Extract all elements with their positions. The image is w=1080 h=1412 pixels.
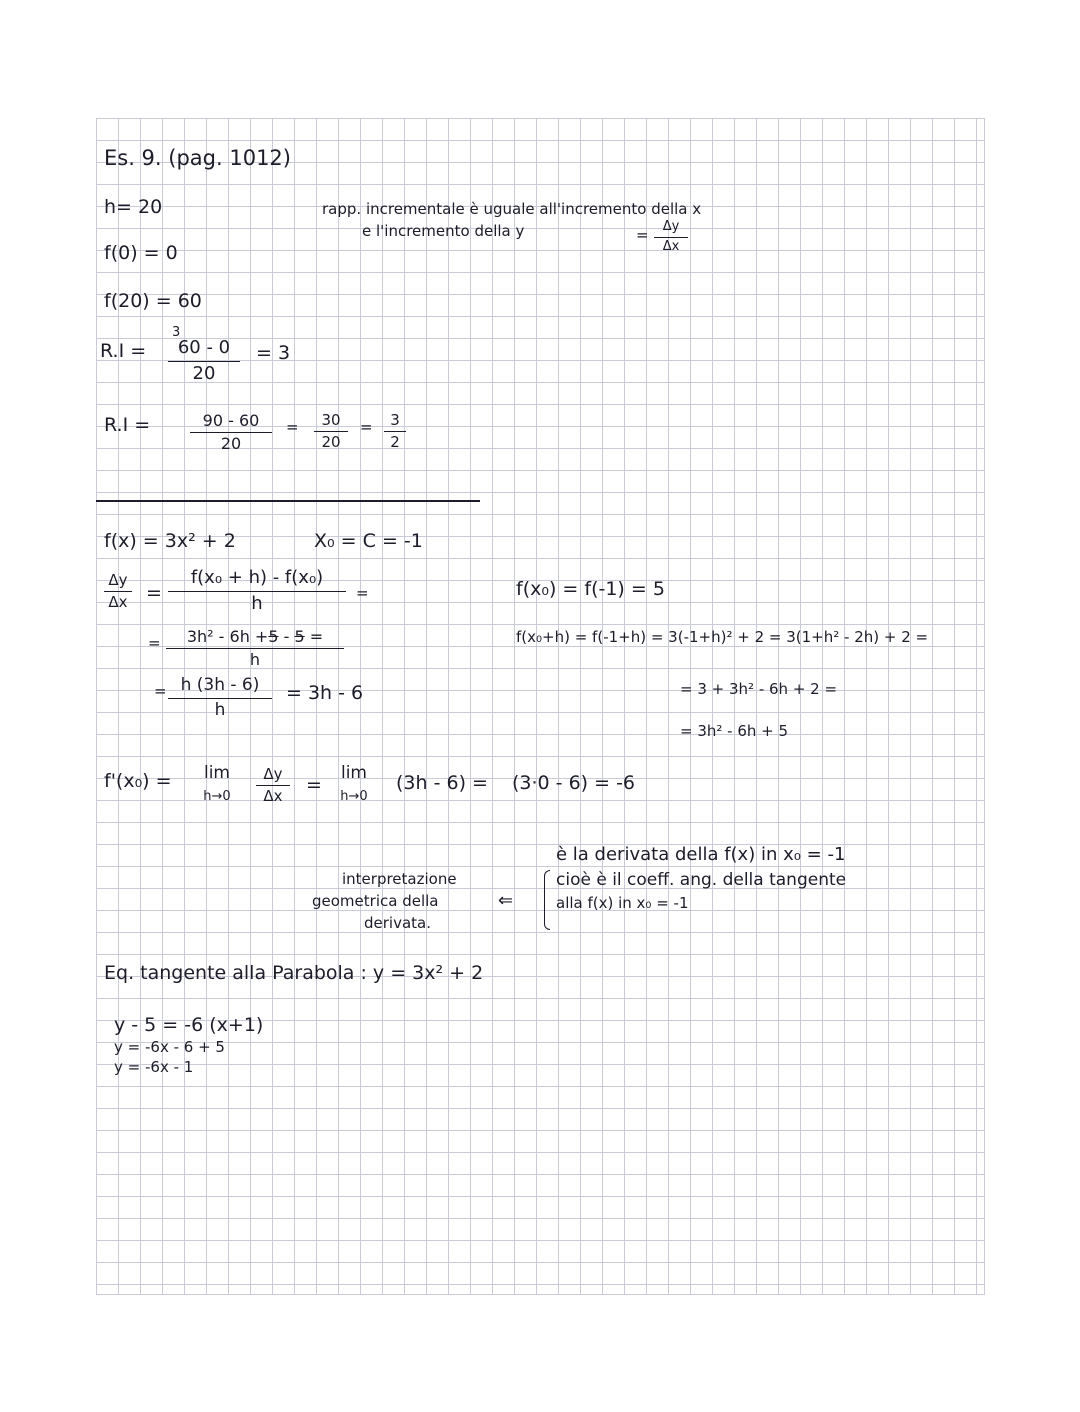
limit-2-subscript: h→0 [340, 788, 368, 804]
ri1-denominator: 20 [192, 362, 216, 384]
ri2-fraction-3 [384, 412, 406, 452]
dq-denominator: h [251, 592, 263, 614]
ri2-denominator: 20 [220, 434, 242, 454]
derivative-meaning: è la derivata della f(x) in x₀ = -1 [556, 844, 846, 865]
step3-fraction [168, 676, 272, 720]
interp-left-3: derivata. [364, 914, 431, 932]
section-divider [96, 500, 480, 502]
fraction-bar [654, 237, 688, 238]
limit-1 [194, 764, 240, 804]
tangent-title: Eq. tangente alla Parabola : y = 3x² + 2 [104, 962, 484, 984]
expansion-step-2: = 3h² - 6h + 5 [680, 722, 789, 740]
interp-left-1: interpretazione [342, 870, 457, 888]
limit-numerator: Δy [263, 765, 283, 783]
limit-1-word: lim [203, 763, 230, 783]
step2-eq: = [148, 634, 161, 652]
fraction-bar [168, 591, 346, 592]
fraction-bar [104, 591, 132, 592]
ri2-numerator: 90 - 60 [202, 411, 260, 430]
note-fraction [654, 220, 688, 255]
exercise-title: Es. 9. (pag. 1012) [104, 146, 291, 170]
ri2-label: R.I = [104, 414, 151, 436]
fraction-bar [168, 698, 272, 699]
tangent-line-3: y = -6x - 1 [114, 1058, 194, 1076]
step2-denominator: h [249, 650, 261, 670]
note-numerator: Δy [662, 219, 680, 234]
x0-value: X₀ = C = -1 [314, 530, 423, 552]
limit-2-word: lim [340, 763, 367, 783]
fraction-bar [166, 648, 344, 649]
function-def: f(x) = 3x² + 2 [104, 530, 236, 552]
step3-denominator: h [214, 699, 226, 720]
ri1-correction: 3 [172, 325, 181, 340]
dy: Δy [108, 571, 128, 589]
limit-eq: = [306, 774, 322, 796]
step3-numerator: h (3h - 6) [180, 675, 260, 695]
dydx-eq: = [146, 582, 162, 604]
ri1-fraction [168, 338, 240, 384]
ri2-numerator-2: 30 [321, 411, 341, 429]
limit-fraction [256, 766, 290, 806]
step2-cancelled-1: 5 [268, 627, 279, 646]
limit-denominator: Δx [263, 787, 283, 806]
fraction-bar [190, 432, 272, 433]
fraction-bar [314, 431, 348, 432]
limit-1-subscript: h→0 [203, 788, 231, 804]
step2-cancelled-2: 5 [294, 627, 305, 646]
step2-numerator [166, 628, 344, 646]
step3-result: = 3h - 6 [286, 682, 364, 704]
step2-minus: - [283, 627, 290, 646]
brace [544, 870, 550, 930]
dydx-fraction [104, 572, 132, 612]
step2-trailing-eq: = [309, 627, 324, 646]
ri2-denominator-3: 2 [390, 433, 400, 452]
fx0h-expansion: f(x₀+h) = f(-1+h) = 3(-1+h)² + 2 = 3(1+h² - 2h) + 2 = [516, 628, 929, 646]
dx: Δx [108, 593, 128, 612]
step2-fraction [166, 628, 344, 670]
fx0-value: f(x₀) = f(-1) = 5 [516, 578, 665, 600]
step2-term-a: 3h² - 6h + [186, 627, 269, 646]
note-denominator: Δx [662, 238, 680, 254]
interp-right-2: cioè è il coeff. ang. della tangente [556, 870, 847, 890]
ri1-result: = 3 [256, 342, 291, 364]
ri1-label: R.I = [100, 340, 147, 362]
dq-eq: = [356, 584, 369, 602]
fraction-bar [384, 431, 406, 432]
note-line-2: e l'incremento della y [362, 222, 525, 240]
ri2-denominator-2: 20 [321, 433, 341, 452]
arrow-icon: ⇐ [498, 890, 514, 911]
limit-expr: (3h - 6) = [396, 772, 488, 794]
ri2-fraction [190, 412, 272, 454]
fraction-bar [256, 785, 290, 786]
note-line-1: rapp. incrementale è uguale all'incremento della x [322, 200, 702, 218]
interp-left-2: geometrica della [312, 892, 439, 910]
ri1-numerator: 60 - 0 [177, 337, 231, 358]
fraction-bar [168, 361, 240, 362]
tangent-line-1: y - 5 = -6 (x+1) [114, 1014, 264, 1036]
dq-numerator: f(x₀ + h) - f(x₀) [190, 567, 324, 588]
step3-eq: = [154, 682, 167, 700]
difference-quotient [168, 568, 346, 614]
ri2-numerator-3: 3 [390, 411, 400, 429]
given-f0: f(0) = 0 [104, 242, 178, 264]
note-eq: = [636, 226, 649, 244]
ri2-eq1: = [286, 418, 299, 436]
expansion-step-1: = 3 + 3h² - 6h + 2 = [680, 680, 838, 698]
limit-result: (3·0 - 6) = -6 [512, 772, 636, 794]
limit-2 [332, 764, 376, 804]
tangent-line-2: y = -6x - 6 + 5 [114, 1038, 225, 1056]
ri2-eq2: = [360, 418, 373, 436]
given-h: h= 20 [104, 196, 163, 218]
interp-right-3: alla f(x) in x₀ = -1 [556, 894, 689, 912]
given-f20: f(20) = 60 [104, 290, 202, 312]
derivative-label: f'(x₀) = [104, 770, 172, 792]
ri2-fraction-2 [314, 412, 348, 452]
